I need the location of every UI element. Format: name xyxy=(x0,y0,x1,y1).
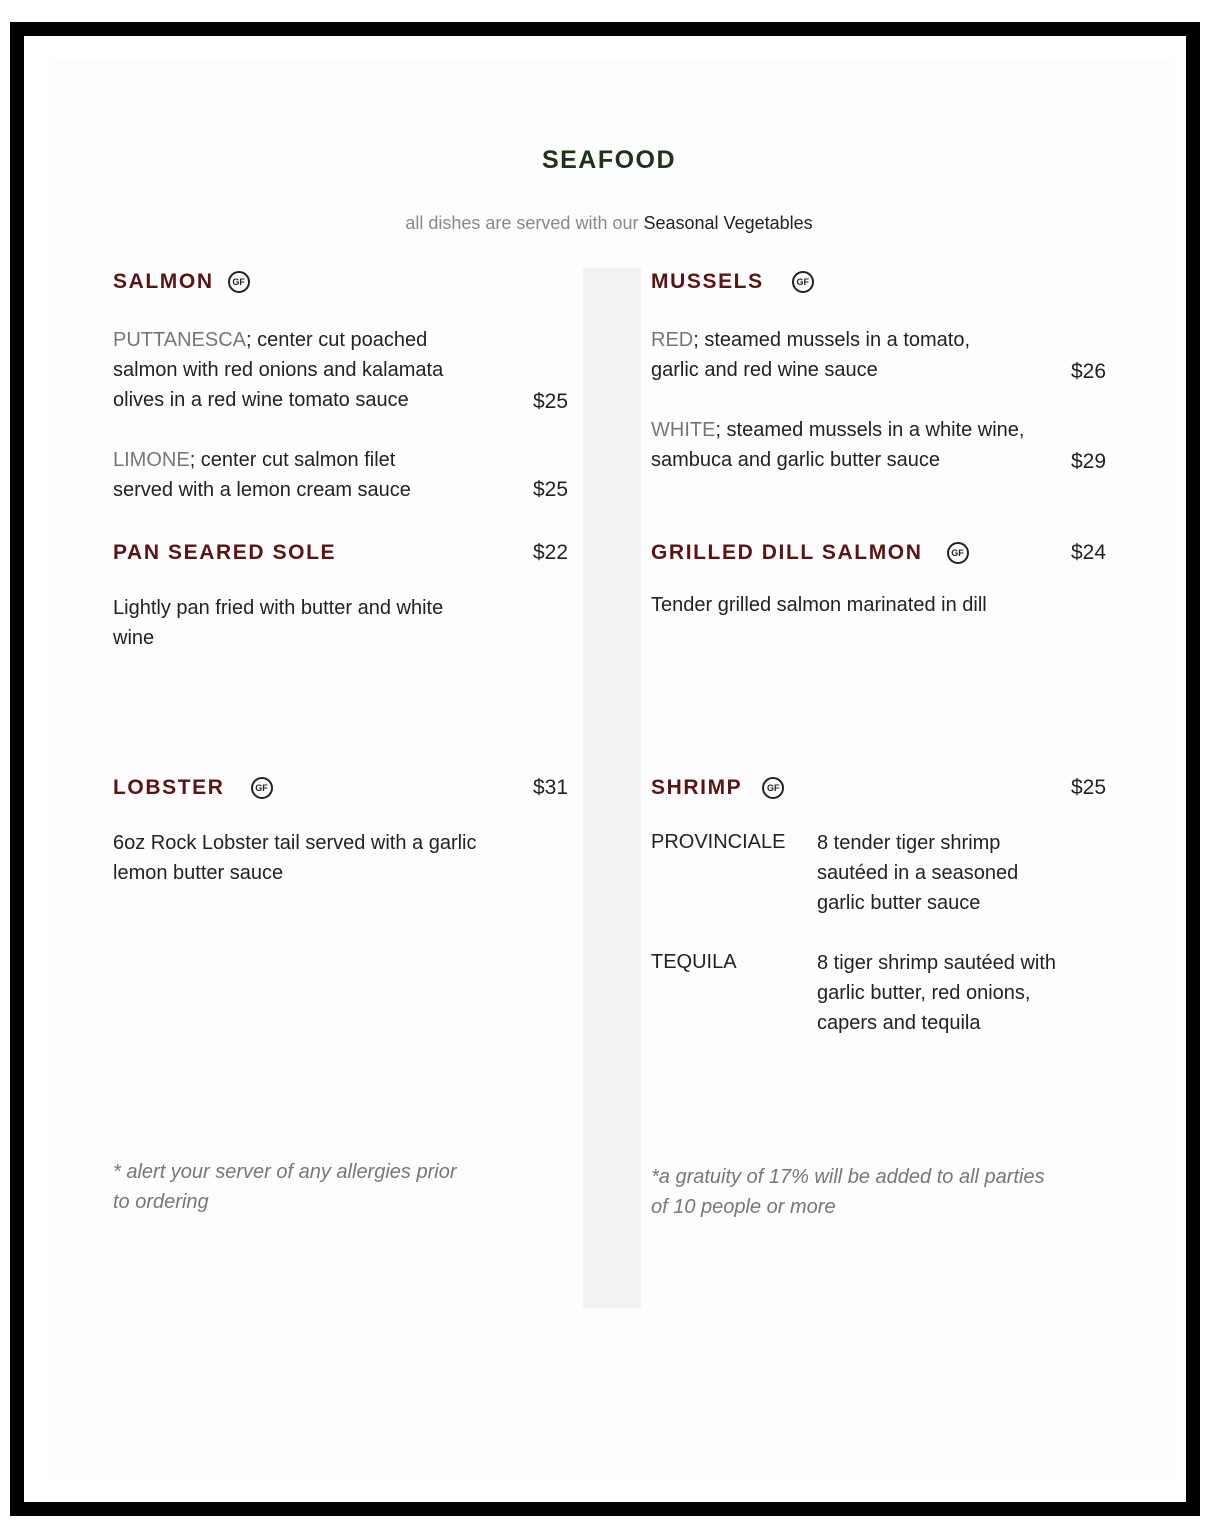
lobster-heading xyxy=(113,776,273,800)
salmon-item-price: $25 xyxy=(533,478,569,501)
shrimp-variant-description: 8 tender tiger shrimp sautéed in a seasoned garlic butter sauce xyxy=(817,832,1019,914)
mussels-variant: WHITE xyxy=(651,419,716,441)
page-subtitle xyxy=(0,213,1218,234)
mussels-variant-text: ; steamed mussels in a tomato, garlic and red wine sauce xyxy=(651,329,971,381)
shrimp-variant: TEQUILA xyxy=(651,951,737,973)
mussels-item-description xyxy=(651,415,1036,475)
shrimp-heading xyxy=(651,776,784,800)
gluten-free-icon: GF xyxy=(228,271,250,293)
gluten-free-icon: GF xyxy=(762,777,784,799)
lobster-title: LOBSTER xyxy=(113,776,225,799)
shrimp-variant-description: 8 tiger shrimp sautéed with garlic butter, red onions, capers and tequila xyxy=(817,952,1057,1034)
salmon-variant: PUTTANESCA xyxy=(113,329,246,351)
salmon-variant: LIMONE xyxy=(113,449,190,471)
shrimp-price: $25 xyxy=(1071,776,1107,799)
sole-price: $22 xyxy=(533,541,569,564)
mussels-item-description xyxy=(651,325,1001,385)
sole-title: PAN SEARED SOLE xyxy=(113,541,337,564)
dill-salmon-price: $24 xyxy=(1071,541,1107,564)
subtitle-highlight: Seasonal Vegetables xyxy=(643,213,813,233)
sole-description: Lightly pan fried with butter and white wine xyxy=(113,597,444,649)
mussels-variant: RED xyxy=(651,329,694,351)
allergy-note: * alert your server of any allergies prior to ordering xyxy=(113,1161,457,1213)
lobster-description: 6oz Rock Lobster tail served with a garlic lemon butter sauce xyxy=(113,832,477,884)
dill-salmon-title: GRILLED DILL SALMON xyxy=(651,541,923,564)
salmon-item-description xyxy=(113,325,493,415)
salmon-item-price: $25 xyxy=(533,390,569,413)
mussels-title: MUSSELS xyxy=(651,270,764,293)
shrimp-variant: PROVINCIALE xyxy=(651,831,786,853)
salmon-title: SALMON xyxy=(113,270,214,293)
gluten-free-icon: GF xyxy=(251,777,273,799)
salmon-variant-text: ; center cut salmon filet served with a lemon cream sauce xyxy=(113,449,411,501)
gluten-free-icon: GF xyxy=(947,542,969,564)
dill-salmon-heading xyxy=(651,541,969,565)
mussels-heading xyxy=(651,270,814,294)
shrimp-title: SHRIMP xyxy=(651,776,743,799)
gratuity-note: *a gratuity of 17% will be added to all parties of 10 people or more xyxy=(651,1166,1045,1218)
column-divider xyxy=(583,268,641,1308)
mussels-item-price: $26 xyxy=(1071,360,1107,383)
sole-heading xyxy=(113,541,336,565)
subtitle-text: all dishes are served with our xyxy=(405,213,639,233)
dill-salmon-description: Tender grilled salmon marinated in dill xyxy=(651,594,987,616)
salmon-item-description xyxy=(113,445,453,505)
gluten-free-icon: GF xyxy=(792,271,814,293)
mussels-item-price: $29 xyxy=(1071,450,1107,473)
mussels-variant-text: ; steamed mussels in a white wine, sambuca and garlic butter sauce xyxy=(651,419,1025,471)
page-title: SEAFOOD xyxy=(541,146,677,174)
salmon-variant-text: ; center cut poached salmon with red onions and kalamata olives in a red wine tomato sauce xyxy=(113,329,444,411)
lobster-price: $31 xyxy=(533,776,569,799)
salmon-heading xyxy=(113,270,250,294)
